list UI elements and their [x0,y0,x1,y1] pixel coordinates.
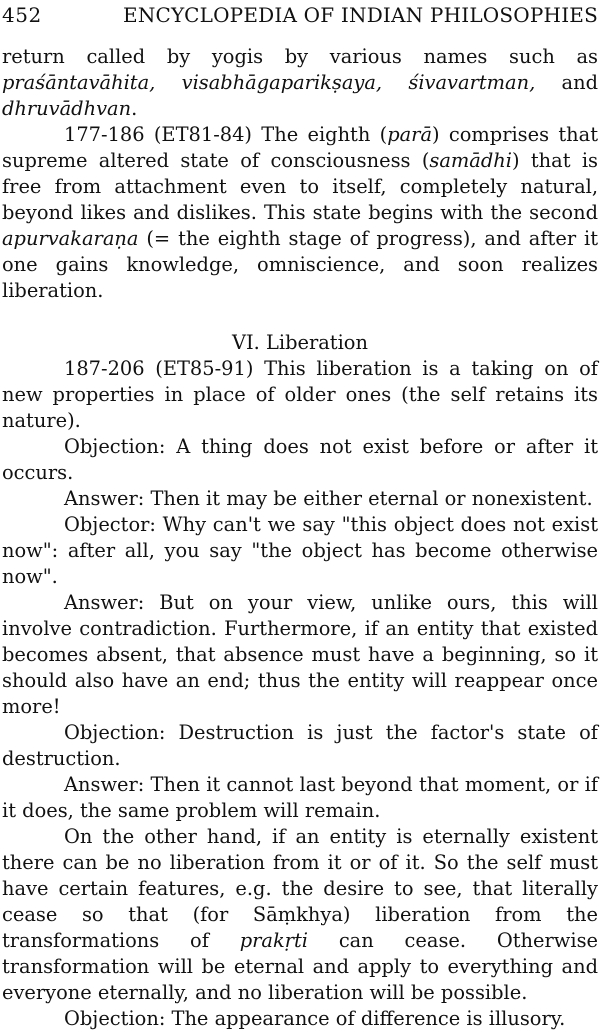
page-header [0,0,600,30]
paragraph-objection: Objection: A thing does not exist before or after it occurs. [2,435,598,484]
running-title: ENCYCLOPEDIA OF INDIAN PHILOSOPHIES [123,3,598,27]
paragraph-177-186 [2,122,598,304]
text-run: On the other hand, if an entity is eternally existent there can be no liberation from it or of it. So the self must have certain features, e.g. the desire to see, that literally cease so that (for Sāṃkhya) liberation from the transformations of [2,825,598,952]
text-run: ) that is free from attachment even to itself, completely natural, beyond likes and dislikes. This state begins with the second [2,149,598,224]
text-run: ) comprises that supreme altered state of consciousness ( [2,123,598,172]
paragraph-objection: Objection: Destruction is just the factor's state of destruction. [2,721,598,770]
section-heading: VI. Liberation [232,331,368,354]
text-run: (= the eighth stage of progress), and after it one gains knowledge, omniscience, and soon realizes liberation. [2,227,598,302]
page-body [2,44,598,1032]
text-run: and [561,71,598,94]
sanskrit-term: parā [387,123,433,146]
paragraph-answer: Answer: Then it may be either eternal or nonexistent. [64,487,593,510]
sanskrit-term: visabhāgaparikṣaya, [181,71,383,94]
sanskrit-term: dhruvādhvan [2,97,132,120]
sanskrit-term: śivavartman, [408,71,536,94]
paragraph-objection: Objection: The appearance of difference is illusory. [64,1007,566,1030]
sanskrit-term: prakṛti [239,929,308,952]
paragraph-answer: Answer: But on your view, unlike ours, this will involve contradiction. Furthermore, if an entity that existed becomes absent, that absence must have a beginning, so it should also have an end; thus the entity will reappear once more! [2,591,598,718]
paragraph-continuation-end [2,96,598,122]
paragraph-liberation [2,824,598,1006]
sanskrit-term: apurvakaraṇa [2,227,139,250]
paragraph-continuation [2,44,598,96]
text-run: return called by yogis by various names such as [2,45,598,68]
paragraph-objector: Objector: Why can't we say "this object does not exist now": after all, you say "the object has become otherwise now". [2,513,598,588]
section-gap [2,304,598,330]
text-run: 177-186 (ET81-84) The eighth ( [64,123,388,146]
text-run: . [131,97,138,120]
text-run: can cease. Otherwise transformation will be eternal and apply to everything and everyone eternally, and no liberation will be possible. [2,929,598,1004]
page-number: 452 [2,3,42,27]
paragraph-answer: Answer: Then it cannot last beyond that moment, or if it does, the same problem will remain. [2,773,598,822]
sanskrit-term: samādhi [429,149,512,172]
paragraph-187-206: 187-206 (ET85-91) This liberation is a taking on of new properties in place of older ones (the self retains its nature). [2,357,598,432]
sanskrit-term: praśāntavāhita, [2,71,156,94]
